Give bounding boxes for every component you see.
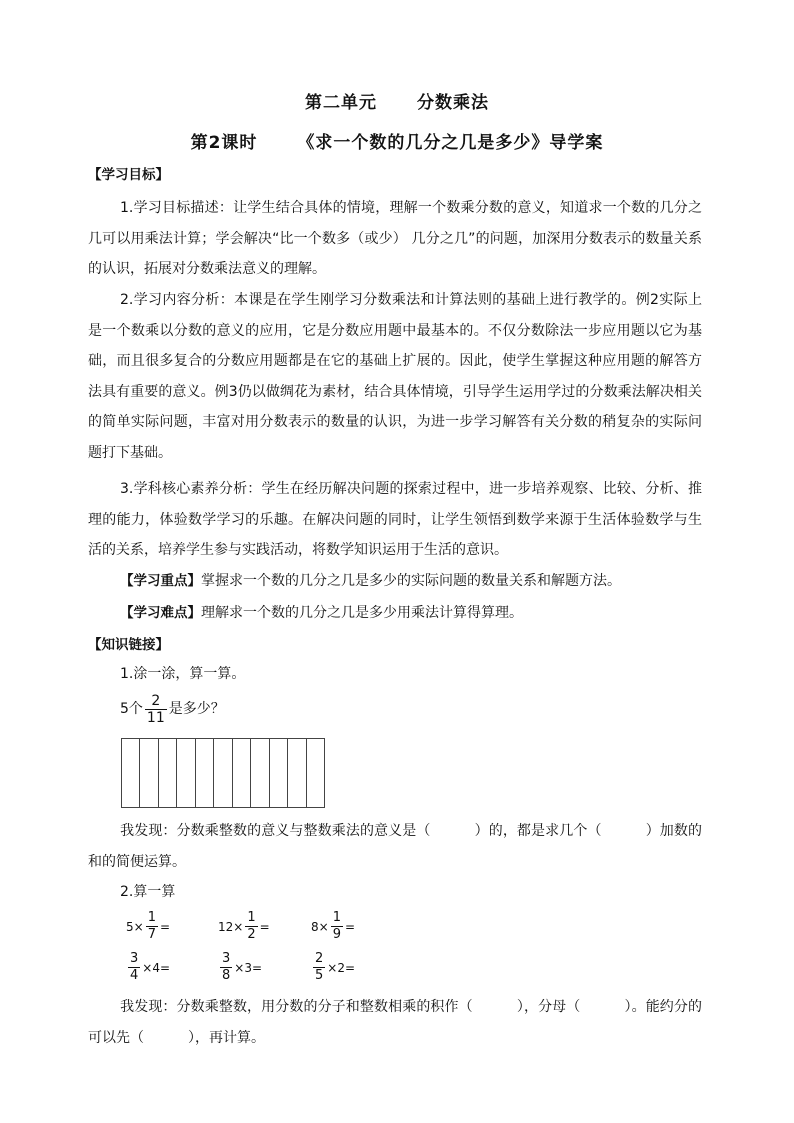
section-goals-heading: 【学习目标】 <box>88 167 169 183</box>
lesson-name: 《求一个数的几分之几是多少》导学案 <box>297 133 604 153</box>
grid-cell[interactable] <box>307 739 324 807</box>
fraction-2-11: $\frac{2}{11}$ <box>146 692 165 726</box>
goal-paragraph-2: 2.学习内容分析：本课是在学生刚学习分数乘法和计算法则的基础上进行教学的。例2实际上是一个数乘以分数的意义的应用，它是分数应用题中最基本的。不仅分数除法一步应用题以它为基础，而且很多复合的分数应用题都是在它的基础上扩展的。因此，使学生掌握这种应用题的解答方法具有重要的意义。例3仍以做绸花为素材，结合具体情境，引导学生运用学过的分数乘法解决相关的简单实际问题，丰富对用分数表示的数量的认识，为进一步学习解答有关分数的稍复杂的实际问题打下基础。 <box>88 292 702 461</box>
question-1: 1.涂一涂，算一算。 <box>120 666 246 682</box>
key-point <box>88 566 702 597</box>
grid-cell[interactable] <box>233 739 251 807</box>
question-2: 2.算一算 <box>120 884 176 900</box>
grid-cell[interactable] <box>214 739 232 807</box>
key-point-text: 掌握求一个数的几分之几是多少的实际问题的数量关系和解题方法。 <box>201 573 621 589</box>
grid-cell[interactable] <box>288 739 306 807</box>
goal-paragraph-3: 3.学科核心素养分析：学生在经历解决问题的探索过程中，进一步培养观察、比较、分析、推理的能力，体验数学学习的乐趣。在解决问题的同时，让学生领悟到数学来源于生活体验数学与生活的关系，培养学生参与实践活动，将数学知识运用于生活的意识。 <box>88 481 702 558</box>
grid-cell[interactable] <box>270 739 288 807</box>
grid-cell[interactable] <box>177 739 195 807</box>
grid-cell[interactable] <box>140 739 158 807</box>
calc-item: 12× $\frac{1}{2}$ = <box>218 910 270 942</box>
unit-title <box>0 88 794 113</box>
unit-label: 第二单元 <box>305 93 377 113</box>
calc-item: $\frac{3}{4}$ ×4= <box>130 951 171 983</box>
grid-cell[interactable] <box>196 739 214 807</box>
difficulty-point <box>88 598 702 629</box>
calc-item: 8× $\frac{1}{9}$ = <box>311 910 356 942</box>
difficulty-label: 【学习难点】 <box>120 605 201 621</box>
unit-topic: 分数乘法 <box>417 93 489 113</box>
key-point-label: 【学习重点】 <box>120 573 201 589</box>
grid-cell[interactable] <box>251 739 269 807</box>
calc-item: $\frac{2}{5}$ ×2= <box>315 951 356 983</box>
lesson-title <box>0 128 794 153</box>
finding-1: 我发现：分数乘整数的意义与整数乘法的意义是（ ）的，都是求几个（ ）加数的和的简便运算。 <box>88 823 703 870</box>
grid-cell[interactable] <box>159 739 177 807</box>
section-links-heading: 【知识链接】 <box>88 637 169 653</box>
finding-2: 我发现：分数乘整数，用分数的分子和整数相乘的积作（ ），分母（ ）。能约分的可以先（ ），再计算。 <box>88 999 703 1046</box>
difficulty-text: 理解求一个数的几分之几是多少用乘法计算得算理。 <box>201 605 523 621</box>
calc-item: 5× $\frac{1}{7}$ = <box>126 910 171 942</box>
goal-paragraph-1: 1.学习目标描述：让学生结合具体的情境，理解一个数乘分数的意义，知道求一个数的几分之几可以用乘法计算；学会解决“比一个数多（或少） 几分之几”的问题，加深用分数表示的数量关系的认识，拓展对分数乘法意义的理解。 <box>88 200 702 277</box>
grid-cell[interactable] <box>122 739 140 807</box>
coloring-grid[interactable] <box>121 738 325 808</box>
lesson-label: 第2课时 <box>190 133 258 153</box>
question-1-prompt: 5个 $\frac{2}{11}$ 是多少？ <box>120 692 225 726</box>
calc-item: $\frac{3}{8}$ ×3= <box>222 951 263 983</box>
